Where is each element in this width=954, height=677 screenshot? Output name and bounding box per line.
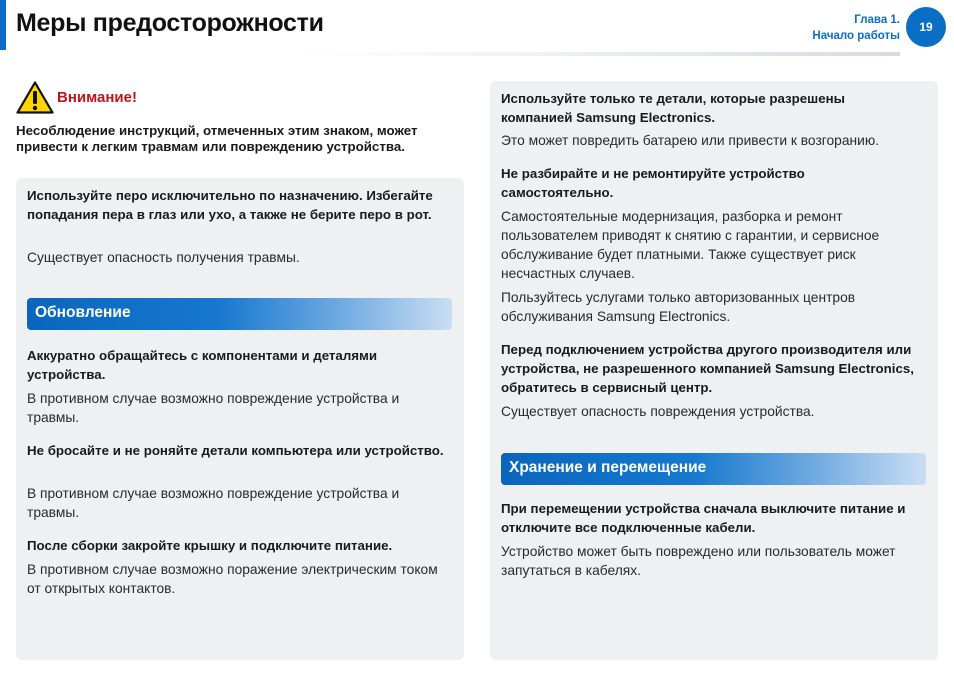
third-party-heading: Перед подключением устройства другого производителя или устройства, не разрешенного компанией Samsung Electronics, обратитесь в сервисный центр. [501,342,914,395]
third-party-body: Существует опасность повреждения устройства. [501,404,815,419]
pen-body: Существует опасность получения травмы. [27,250,300,265]
chapter-label [812,12,900,44]
chapter-name: Начало работы [812,30,900,42]
disassemble-heading: Не разбирайте и не ремонтируйте устройство самостоятельно. [501,166,805,200]
drop-heading: Не бросайте и не роняйте детали компьютера или устройство. [27,443,444,458]
drop-body: В противном случае возможно повреждение устройства и травмы. [27,486,400,520]
components-body: В противном случае возможно повреждение устройства и травмы. [27,391,400,425]
section-storage-header [501,453,926,485]
warning-label: Внимание! [57,89,137,106]
disassemble-body-2: Пользуйтесь услугами только авторизованных центров обслуживания Samsung Electronics. [501,290,856,324]
page-number-badge: 19 [906,7,946,47]
section-storage-title: Хранение и перемещение [509,459,707,476]
moving-body: Устройство может быть повреждено или пользователь может запутаться в кабелях. [501,544,896,578]
cover-heading: После сборки закройте крышку и подключите питание. [27,538,393,553]
header-divider [300,52,900,56]
moving-heading: При перемещении устройства сначала выключите питание и отключите все подключенные кабели. [501,501,906,535]
parts-body: Это может повредить батарею или привести к возгоранию. [501,133,880,148]
warning-text: Несоблюдение инструкций, отмеченных этим знаком, может привести к легким травмам или повреждению устройства. [16,123,418,154]
page-title: Меры предосторожности [16,9,324,37]
right-panel [490,81,938,660]
pen-heading: Используйте перо исключительно по назначению. Избегайте попадания пера в глаз или ухо, а также не берите перо в рот. [27,188,433,222]
parts-heading: Используйте только те детали, которые разрешены компанией Samsung Electronics. [501,91,846,125]
components-heading: Аккуратно обращайтесь с компонентами и деталями устройства. [27,348,378,382]
warning-triangle-icon [16,81,54,114]
cover-body: В противном случае возможно поражение электрическим током от открытых контактов. [27,562,438,596]
chapter-number: Глава 1. [854,14,900,26]
section-update-title: Обновление [35,304,131,321]
left-panel [16,178,464,660]
disassemble-body-1: Самостоятельные модернизация, разборка и ремонт пользователем приводят к снятию с гарантии, и сервисное обслуживание будет платными. Также существует риск несчастных случаев. [501,209,880,281]
header-accent-bar [0,0,6,50]
section-update-header [27,298,452,330]
